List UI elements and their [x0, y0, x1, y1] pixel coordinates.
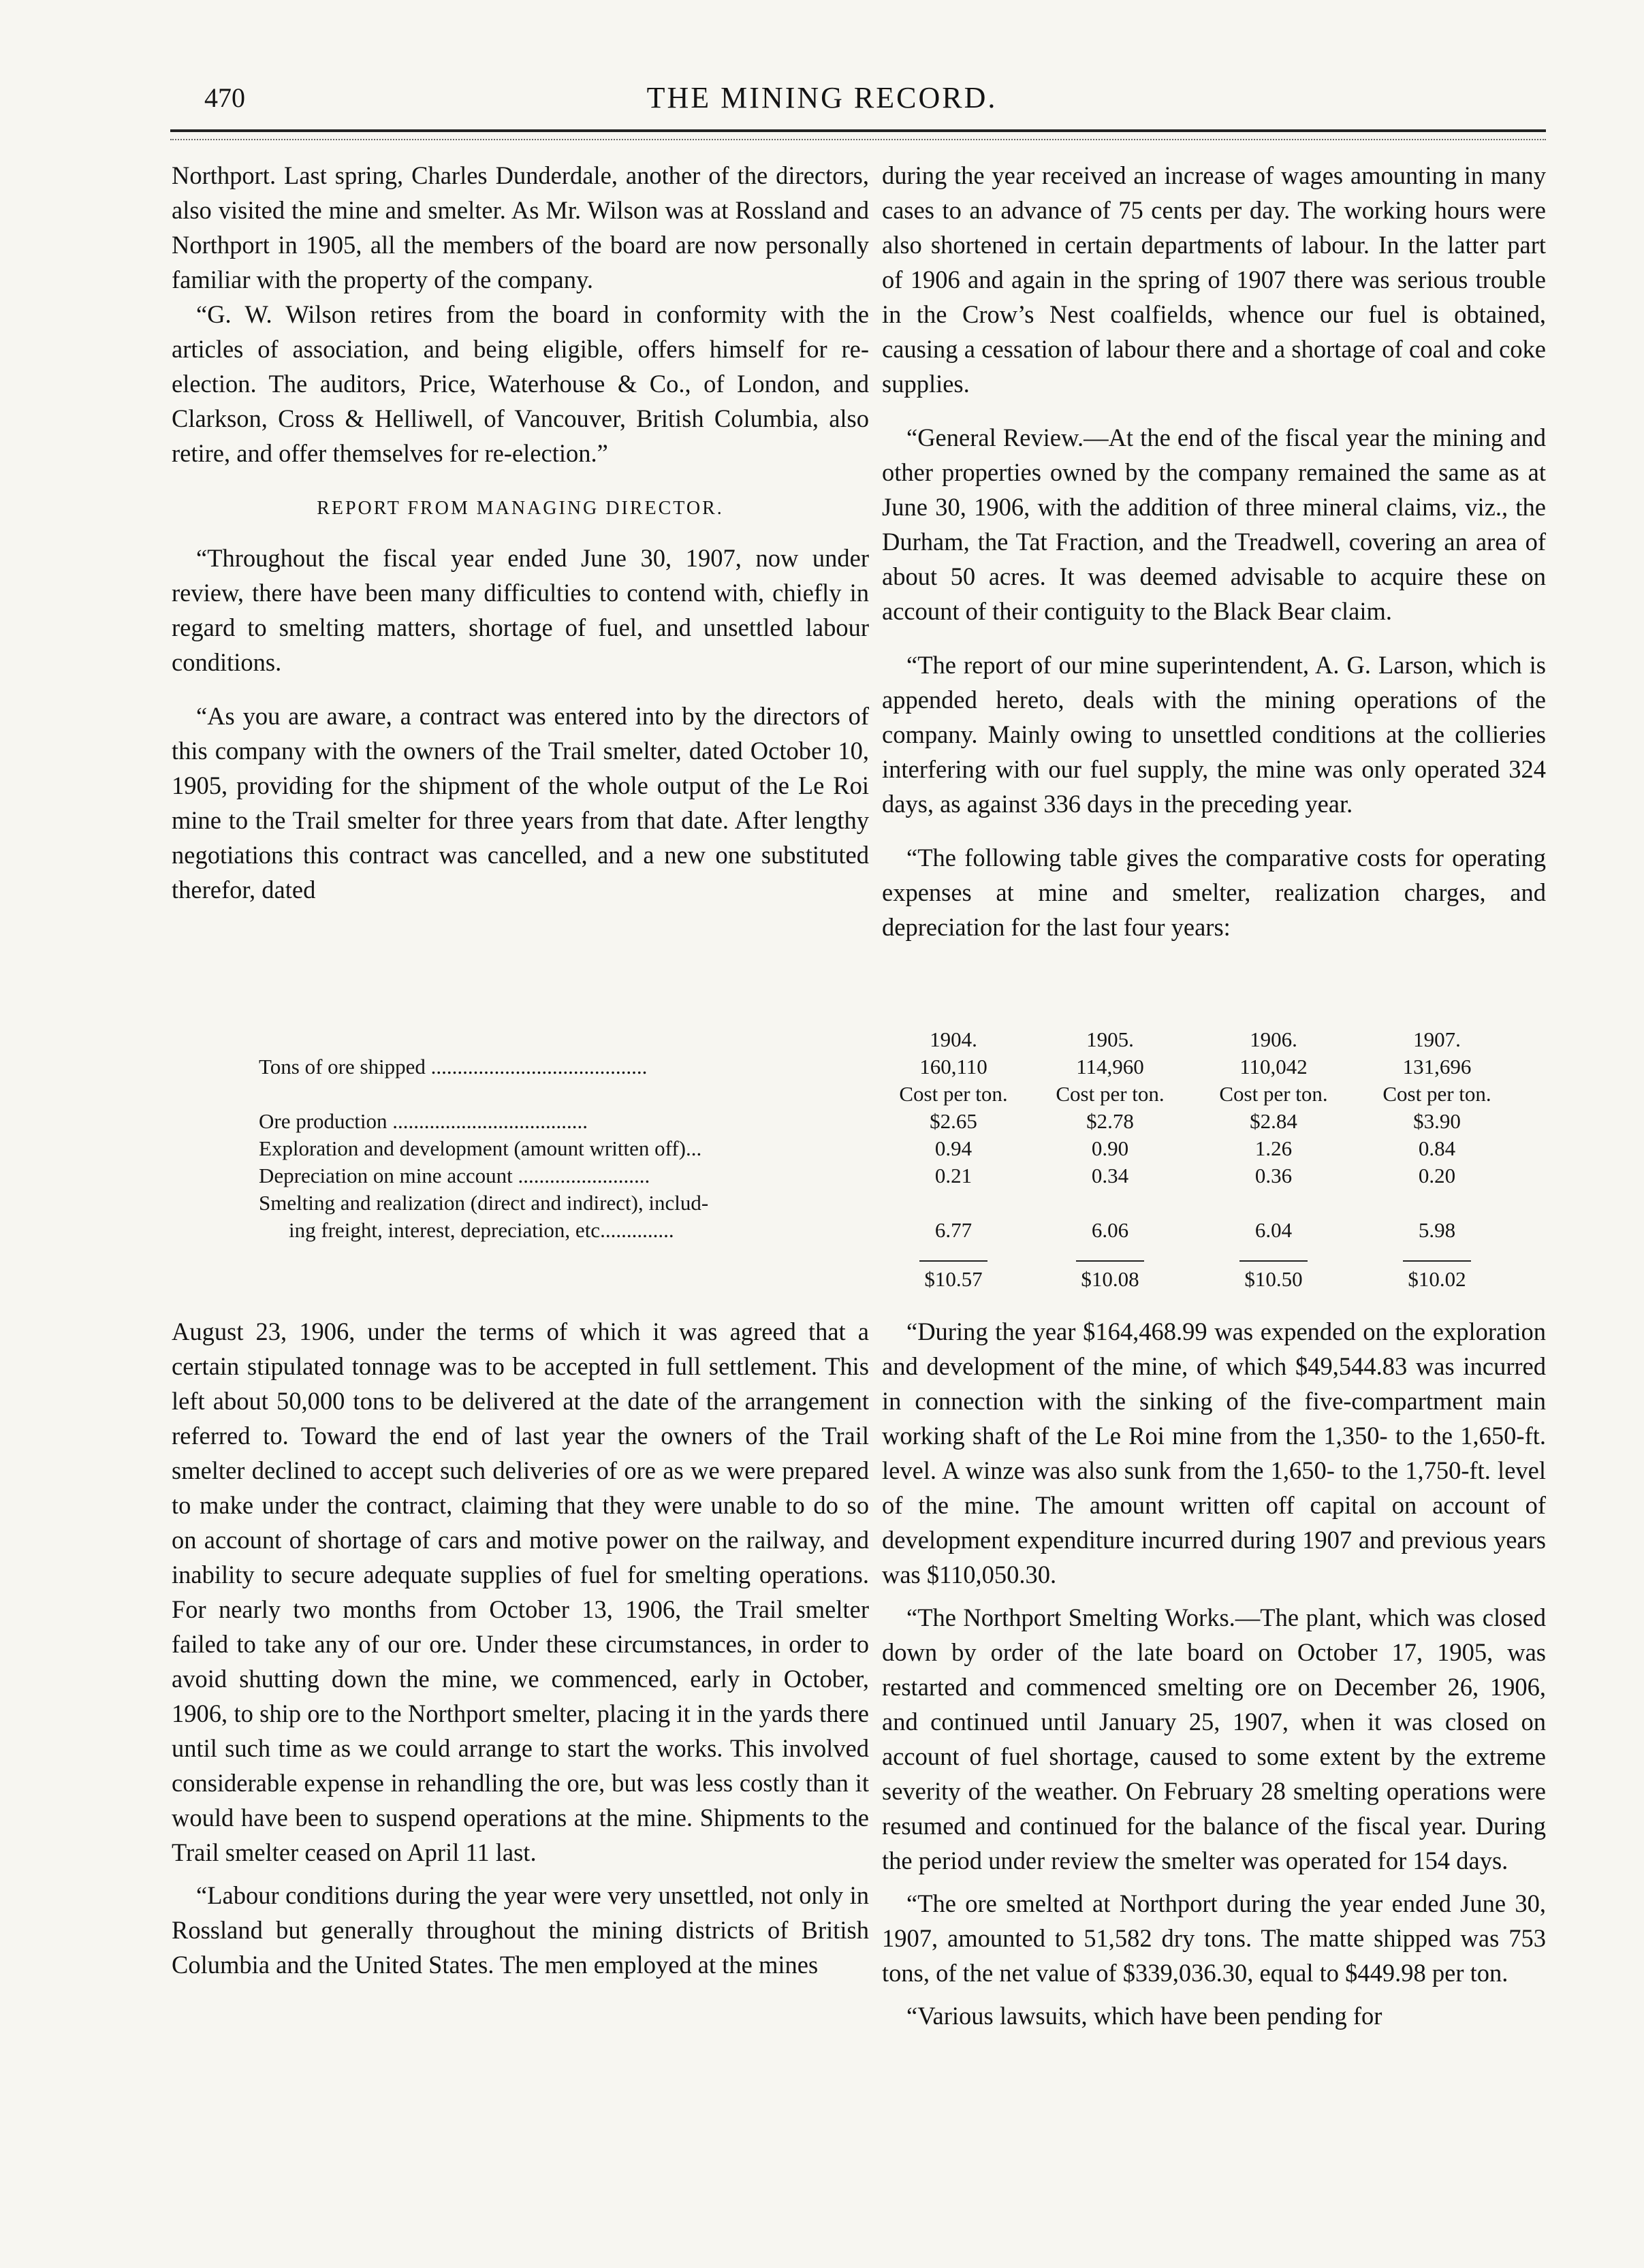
paragraph: “The Northport Smelting Works.—The plant, which was closed down by order of the late board on October 17, 1905, was restarted and commenced smelting ore on December 26, 1906, and continued until January 25, 1907, when it was closed on account of fuel shortage, caused to some extent by the extreme severity of the weather. On February 28 smelting operations were resumed and continued for the balance of the fiscal year. During the period under review the smelter was operated for 154 days. — [882, 1603, 1546, 1874]
table-cell: $2.78 — [1086, 1109, 1134, 1133]
paragraph: “The following table gives the comparative costs for operating expenses at mine and smelter, realization charges, and depreciation for the last four years: — [882, 844, 1546, 941]
table-cell: 1.26 — [1254, 1136, 1293, 1160]
table-cell: 0.36 — [1254, 1164, 1293, 1187]
table-cell: $2.65 — [930, 1109, 977, 1133]
total-cell: $10.08 — [1081, 1267, 1139, 1291]
paragraph: “As you are aware, a contract was entered into by the directors of this company with the owners of the Trail smelter, dated October 10, 1905, providing for the shipment of the whole output of the Le Roi mine to the Trail smelter for three years from that date. After lengthy negotiations this contract was cancelled, and a new one substituted therefor, dated — [172, 702, 869, 904]
paragraph: during the year received an increase of wages amounting in many cases to an advance of 75 cents per day. The working hours were also shortened in certain departments of labour. In the latter part of 1906 and again in the spring of 1907 there was serious trouble in the Crow’s Nest coalfields, whence our fuel is obtained, causing a cessation of labour there and a shortage of coal and coke supplies. — [882, 161, 1546, 398]
year-header: 1904. — [930, 1027, 977, 1051]
left-column-top — [172, 158, 869, 907]
table-row — [259, 1135, 1546, 1162]
rule — [1403, 1260, 1471, 1262]
table-header-row — [259, 1026, 1546, 1053]
table-cell: 0.94 — [934, 1136, 973, 1160]
unit-label: Cost per ton. — [1219, 1082, 1328, 1106]
table-cell: 131,696 — [1402, 1055, 1472, 1079]
total-cell: $10.02 — [1408, 1267, 1466, 1291]
year-header: 1905. — [1086, 1027, 1134, 1051]
row-label: Exploration and development (amount written off)... — [259, 1136, 702, 1160]
table-cell: 0.90 — [1091, 1136, 1129, 1160]
paragraph: “General Review.—At the end of the fiscal year the mining and other properties owned by the company remained the same as at June 30, 1906, with the addition of three mineral claims, viz., the Durham, the Tat Fraction, and the Treadwell, covering an area of about 50 acres. It was deemed advisable to acquire these on account of their contiguity to the Black Bear claim. — [882, 424, 1546, 625]
table-cell: 6.06 — [1091, 1218, 1129, 1242]
total-cell: $10.50 — [1244, 1267, 1303, 1291]
table-cell: 6.77 — [934, 1218, 973, 1242]
paragraph: “Labour conditions during the year were very unsettled, not only in Rossland but generally throughout the mining districts of British Columbia and the United States. The men employed at the mines — [172, 1881, 869, 1979]
row-label: Depreciation on mine account ......................... — [259, 1164, 650, 1187]
total-cell: $10.57 — [924, 1267, 983, 1291]
paragraph: August 23, 1906, under the terms of which it was agreed that a certain stipulated tonnage was to be accepted in full settlement. This left about 50,000 tons to be delivered at the date of the arrangement referred to. Toward the end of last year the owners of the Trail smelter declined to accept such deliveries of ore as we were prepared to make under the contract, claiming that they were unable to do so on account of shortage of cars and motive power on the railway, and inability to secure adequate supplies of fuel for smelting operations. For nearly two months from October 13, 1906, the Trail smelter failed to take any of our ore. Under these circumstances, in order to avoid shutting down the mine, we commenced, early in October, 1906, to ship ore to the Northport smelter, placing it in the yards there until such time as we could arrange to start the works. This involved considerable expense in rehandling the ore, but was less costly than it would have been to suspend operations at the mine. Shipments to the Trail smelter ceased on April 11 last. — [172, 1317, 869, 1866]
unit-label: Cost per ton. — [1382, 1082, 1491, 1106]
table-cell: $2.84 — [1250, 1109, 1297, 1133]
header-rule-dotted — [170, 139, 1546, 140]
comparative-costs-table — [259, 1026, 1546, 1293]
row-label: Tons of ore shipped ......................................... — [259, 1055, 648, 1079]
table-cell: 5.98 — [1418, 1218, 1456, 1242]
table-cell: $3.90 — [1413, 1109, 1461, 1133]
year-header: 1906. — [1250, 1027, 1297, 1051]
table-row — [259, 1108, 1546, 1135]
unit-row — [259, 1081, 1546, 1108]
table-row — [259, 1053, 1546, 1081]
table-cell: 110,042 — [1239, 1055, 1308, 1079]
right-column-bottom — [882, 1314, 1546, 2033]
table-row — [259, 1189, 1546, 1217]
rule — [1239, 1260, 1308, 1262]
paragraph: “During the year $164,468.99 was expended on the exploration and development of the mine, of which $49,544.83 was incurred in connection with the sinking of the five-compartment main working shaft of the Le Roi mine from the 1,350- to the 1,650-ft. level. A winze was also sunk from the 1,650- to the 1,750-ft. level of the mine. The amount written off capital on account of development expenditure incurred during 1907 and previous years was $110,050.30. — [882, 1317, 1546, 1588]
row-label: ing freight, interest, depreciation, etc.............. — [289, 1218, 674, 1242]
paragraph: “The ore smelted at Northport during the year ended June 30, 1907, amounted to 51,582 dry tons. The matte shipped was 753 tons, of the net value of $339,036.30, equal to $449.98 per ton. — [882, 1889, 1546, 1987]
table-row — [259, 1217, 1546, 1244]
year-header: 1907. — [1413, 1027, 1461, 1051]
rule — [1076, 1260, 1144, 1262]
row-label: Smelting and realization (direct and indirect), includ- — [259, 1191, 709, 1215]
unit-label: Cost per ton. — [1056, 1082, 1165, 1106]
paragraph: “The report of our mine superintendent, A. G. Larson, which is appended hereto, deals with the mining operations of the company. Mainly owing to unsettled conditions at the collieries interfering with our fuel supply, the mine was only operated 324 days, as against 336 days in the preceding year. — [882, 651, 1546, 818]
total-rule — [259, 1256, 1546, 1266]
unit-label: Cost per ton. — [899, 1082, 1008, 1106]
right-column-top — [882, 158, 1546, 944]
left-column-bottom — [172, 1314, 869, 1982]
table-cell: 0.20 — [1418, 1164, 1456, 1187]
paragraph: “G. W. Wilson retires from the board in conformity with the articles of association, and being eligible, offers himself for re-election. The auditors, Price, Waterhouse & Co., of London, and Clarkson, Cross & Helliwell, of Vancouver, British Columbia, also retire, and offer themselves for re-election.” — [172, 300, 869, 467]
section-heading: REPORT FROM MANAGING DIRECTOR. — [317, 498, 724, 519]
totals-row — [259, 1266, 1546, 1293]
table-cell: 6.04 — [1254, 1218, 1293, 1242]
paragraph: Northport. Last spring, Charles Dunderdale, another of the directors, also visited the mine and smelter. As Mr. Wilson was at Rossland and Northport in 1905, all the members of the board are now personally familiar with the property of the company. — [172, 161, 869, 293]
spacer — [259, 1244, 1546, 1256]
paragraph: “Various lawsuits, which have been pending for — [906, 2002, 1382, 2030]
running-title: THE MINING RECORD. — [646, 81, 998, 114]
table-cell: 0.84 — [1418, 1136, 1456, 1160]
table-row — [259, 1162, 1546, 1189]
rule — [919, 1260, 987, 1262]
page-number: 470 — [204, 82, 245, 113]
header-rule — [170, 129, 1546, 132]
table-cell: 114,960 — [1076, 1055, 1144, 1079]
table-cell: 0.34 — [1091, 1164, 1129, 1187]
table-cell: 160,110 — [919, 1055, 987, 1079]
paragraph: “Throughout the fiscal year ended June 30, 1907, now under review, there have been many difficulties to contend with, chiefly in regard to smelting matters, shortage of fuel, and unsettled labour conditions. — [172, 544, 869, 676]
table-cell: 0.21 — [934, 1164, 973, 1187]
row-label: Ore production ..................................... — [259, 1109, 588, 1133]
